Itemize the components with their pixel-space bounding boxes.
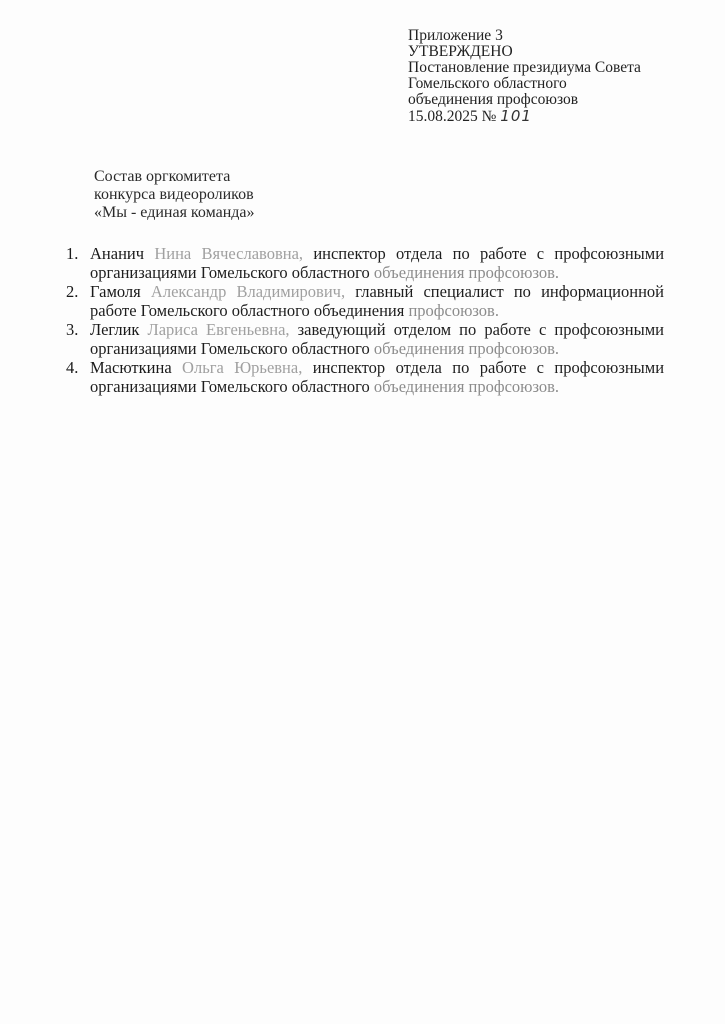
approval-stamp-block [408,28,708,125]
appendix-label: Приложение 3 [408,27,503,44]
member-role-tail: объединения профсоюзов. [373,263,560,282]
decree-line-1: Постановление президиума Совета [408,59,641,76]
committee-members-list [64,244,664,396]
member-role: инспектор отдела по работе с профсоюзными организациями Гомельского областного [90,244,665,282]
item-number: 4. [66,358,79,377]
decree-date-number [408,108,708,125]
member-surname: Масюткина [90,358,172,377]
member-surname: Леглик [90,320,140,339]
list-item [64,320,664,358]
decree-line-3: объединения профсоюзов [408,91,579,108]
title-line-3: «Мы - единая команда» [94,204,255,221]
decree-line-2: Гомельского областного [408,75,567,92]
member-role: инспектор отдела по работе с профсоюзными организациями Гомельского областного [90,358,665,396]
list-item [64,358,664,396]
member-surname: Гамоля [90,282,141,301]
title-line-1: Состав оргкомитета [94,168,231,185]
member-given-names: Лариса Евгеньевна, [147,320,290,339]
item-number: 1. [66,244,79,263]
member-given-names: Ольга Юрьевна, [182,358,303,377]
document-title [94,168,414,222]
item-number: 2. [66,282,79,301]
list-item [64,244,664,282]
member-role: заведующий отделом по работе с профсоюзными организациями Гомельского областного [90,320,664,358]
member-text [90,282,664,320]
member-role-tail: объединения профсоюзов. [373,339,560,358]
member-given-names: Нина Вячеславовна, [154,244,304,263]
member-surname: Ананич [90,244,145,263]
list-item [64,282,664,320]
member-text [90,320,664,358]
member-role: главный специалист по информационной работе Гомельского областного объединения [90,282,665,320]
member-role-tail: объединения профсоюзов. [373,377,560,396]
member-text [90,244,664,282]
decree-date: 15.08.2025 № [408,108,497,125]
member-role-tail: профсоюзов. [408,301,499,320]
approved-label: УТВЕРЖДЕНО [408,43,513,60]
member-text [90,358,664,396]
title-line-2: конкурса видеороликов [94,186,254,203]
member-given-names: Александр Владимирович, [150,282,346,301]
item-number: 3. [66,320,79,339]
handwritten-decree-number: 101 [500,107,532,125]
